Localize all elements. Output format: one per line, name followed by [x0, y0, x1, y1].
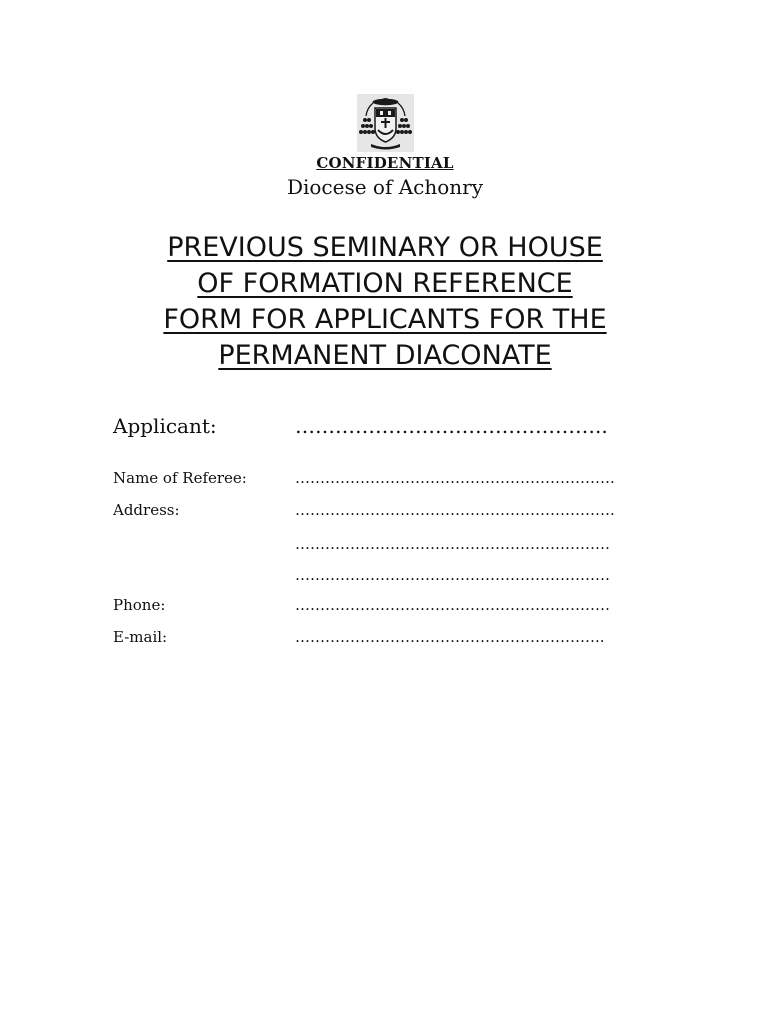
email-field: [113, 628, 673, 646]
referee-label: Name of Referee:: [113, 469, 247, 487]
address-label-empty: [113, 535, 295, 553]
address-field-line-2: [113, 535, 673, 553]
title-line: FORM FOR APPLICANTS FOR THE: [163, 304, 607, 335]
form-title: [0, 230, 770, 374]
diocese-crest-logo: [357, 94, 414, 152]
address-label-empty: [113, 566, 295, 584]
phone-field: [113, 596, 673, 614]
address-blank-line-3[interactable]: ………………………………………………………: [295, 566, 610, 584]
title-line: OF FORMATION REFERENCE: [197, 268, 573, 299]
title-line: PERMANENT DIACONATE: [218, 340, 552, 371]
address-blank-line-1[interactable]: ……………………………………………………….: [295, 501, 615, 519]
address-blank-line-2[interactable]: ………………………………………………………: [295, 535, 610, 553]
applicant-field: [113, 414, 673, 438]
title-line: PREVIOUS SEMINARY OR HOUSE: [167, 232, 603, 263]
address-field: [113, 501, 673, 519]
diocese-name: Diocese of Achonry: [286, 175, 484, 199]
phone-blank[interactable]: ………………………………………………………: [295, 596, 610, 614]
applicant-label: Applicant:: [113, 414, 217, 438]
referee-field: [113, 469, 673, 487]
email-blank[interactable]: ……………………………………………………..: [295, 628, 605, 646]
address-label: Address:: [113, 501, 180, 519]
phone-label: Phone:: [113, 596, 166, 614]
confidential-label: CONFIDENTIAL: [316, 154, 454, 172]
address-field-line-3: [113, 566, 673, 584]
referee-blank[interactable]: ……………………………………………………….: [295, 469, 615, 487]
email-label: E-mail:: [113, 628, 168, 646]
applicant-blank[interactable]: ………………………………………..: [295, 414, 608, 438]
